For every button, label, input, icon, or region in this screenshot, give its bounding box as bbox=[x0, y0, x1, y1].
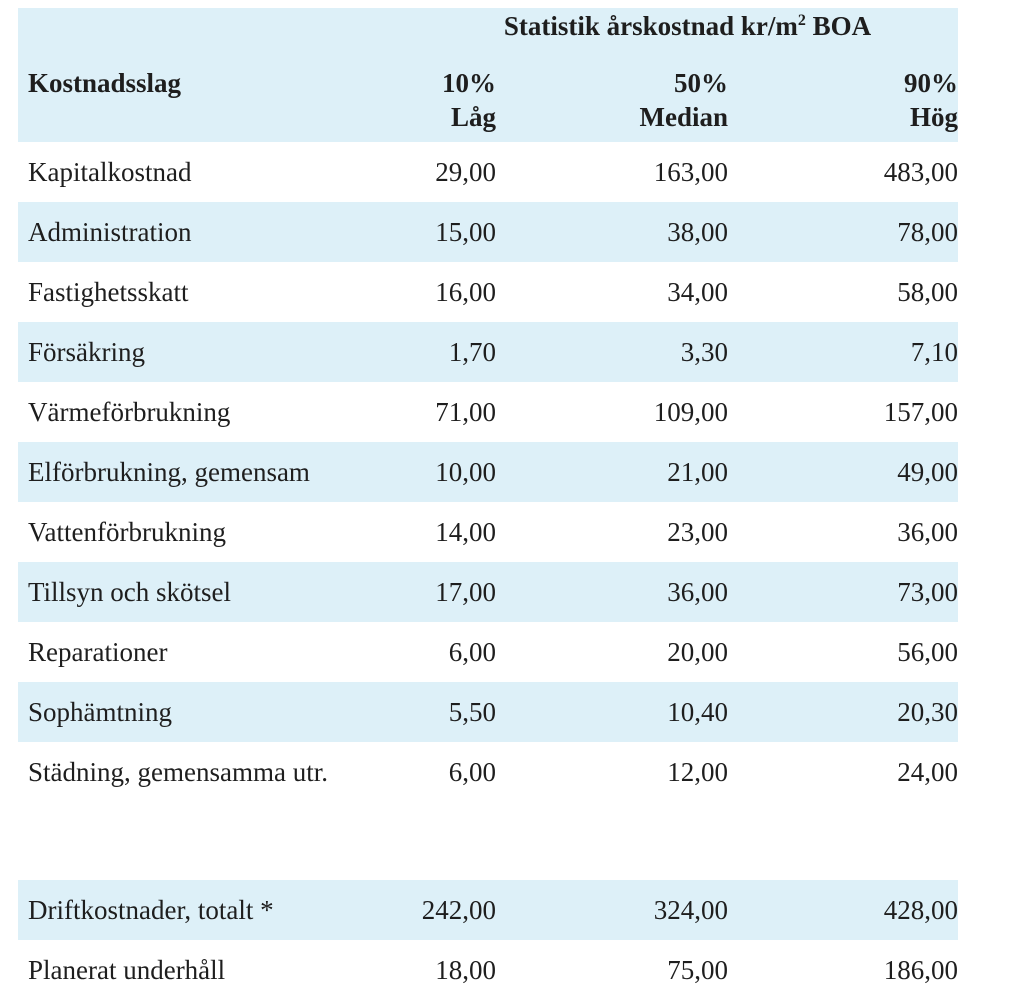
row-label: Vattenförbrukning bbox=[28, 517, 226, 547]
row-label: Fastighetsskatt bbox=[28, 277, 189, 307]
table-row bbox=[18, 682, 958, 742]
value-high: 24,00 bbox=[897, 757, 958, 787]
value-median: 75,00 bbox=[667, 955, 728, 985]
value-high: 36,00 bbox=[897, 517, 958, 547]
value-high: 73,00 bbox=[897, 577, 958, 607]
value-low: 6,00 bbox=[448, 757, 496, 787]
value-median: 36,00 bbox=[667, 577, 728, 607]
value-high: 483,00 bbox=[883, 157, 958, 187]
value-low: 16,00 bbox=[435, 277, 496, 307]
group-title-superscript: 2 bbox=[797, 12, 806, 29]
value-median: 21,00 bbox=[667, 457, 728, 487]
column-percent: 90% bbox=[904, 68, 958, 98]
value-low: 242,00 bbox=[421, 895, 496, 925]
value-median: 23,00 bbox=[667, 517, 728, 547]
table-header bbox=[18, 8, 958, 142]
value-low: 5,50 bbox=[448, 697, 496, 727]
value-low: 6,00 bbox=[448, 637, 496, 667]
cost-table bbox=[18, 8, 958, 1000]
group-title bbox=[475, 10, 900, 42]
table-row bbox=[18, 442, 958, 502]
value-high: 7,10 bbox=[910, 337, 958, 367]
row-label: Planerat underhåll bbox=[28, 955, 226, 985]
value-high: 157,00 bbox=[883, 397, 958, 427]
value-high: 78,00 bbox=[897, 217, 958, 247]
table-row bbox=[18, 322, 958, 382]
value-high: 186,00 bbox=[883, 955, 958, 985]
column-name: Median bbox=[639, 102, 728, 132]
row-label: Reparationer bbox=[28, 637, 168, 667]
table-row bbox=[18, 940, 958, 1000]
value-low: 1,70 bbox=[448, 337, 496, 367]
column-name: Låg bbox=[450, 102, 496, 132]
table-row bbox=[18, 880, 958, 940]
table-row bbox=[18, 742, 958, 802]
value-median: 109,00 bbox=[653, 397, 728, 427]
value-low: 18,00 bbox=[435, 955, 496, 985]
value-low: 10,00 bbox=[435, 457, 496, 487]
table-body bbox=[18, 142, 958, 1000]
value-median: 324,00 bbox=[653, 895, 728, 925]
spacer-row bbox=[18, 802, 958, 880]
value-high: 49,00 bbox=[897, 457, 958, 487]
group-title-text: Statistik årskostnad kr/m bbox=[503, 11, 798, 41]
value-low: 14,00 bbox=[435, 517, 496, 547]
label-column-header: Kostnadsslag bbox=[28, 68, 182, 98]
value-median: 163,00 bbox=[653, 157, 728, 187]
column-header-high bbox=[904, 66, 958, 134]
value-median: 3,30 bbox=[680, 337, 728, 367]
value-high: 56,00 bbox=[897, 637, 958, 667]
value-median: 20,00 bbox=[667, 637, 728, 667]
value-low: 29,00 bbox=[435, 157, 496, 187]
row-label: Kapitalkostnad bbox=[28, 157, 192, 187]
row-label: Elförbrukning, gemensam bbox=[28, 457, 310, 487]
value-median: 12,00 bbox=[667, 757, 728, 787]
table-row bbox=[18, 562, 958, 622]
column-header-low bbox=[442, 66, 496, 134]
value-high: 428,00 bbox=[883, 895, 958, 925]
group-title-suffix: BOA bbox=[805, 11, 872, 41]
table-row bbox=[18, 142, 958, 202]
row-label: Värmeförbrukning bbox=[28, 397, 231, 427]
value-median: 38,00 bbox=[667, 217, 728, 247]
value-median: 10,40 bbox=[667, 697, 728, 727]
column-percent: 10% bbox=[442, 68, 496, 98]
table-row bbox=[18, 382, 958, 442]
value-median: 34,00 bbox=[667, 277, 728, 307]
row-label: Administration bbox=[28, 217, 192, 247]
column-name: Hög bbox=[909, 102, 958, 132]
row-label: Försäkring bbox=[28, 337, 145, 367]
table-row bbox=[18, 502, 958, 562]
row-label: Sophämtning bbox=[28, 697, 173, 727]
row-label: Tillsyn och skötsel bbox=[28, 577, 232, 607]
column-header-median bbox=[639, 66, 728, 134]
value-low: 17,00 bbox=[435, 577, 496, 607]
table-row bbox=[18, 622, 958, 682]
value-high: 20,30 bbox=[897, 697, 958, 727]
value-low: 15,00 bbox=[435, 217, 496, 247]
row-label: Städning, gemensamma utr. bbox=[28, 757, 328, 787]
table-row bbox=[18, 262, 958, 322]
row-label: Driftkostnader, totalt * bbox=[28, 895, 274, 925]
column-percent: 50% bbox=[674, 68, 728, 98]
value-high: 58,00 bbox=[897, 277, 958, 307]
table-row bbox=[18, 202, 958, 262]
value-low: 71,00 bbox=[435, 397, 496, 427]
